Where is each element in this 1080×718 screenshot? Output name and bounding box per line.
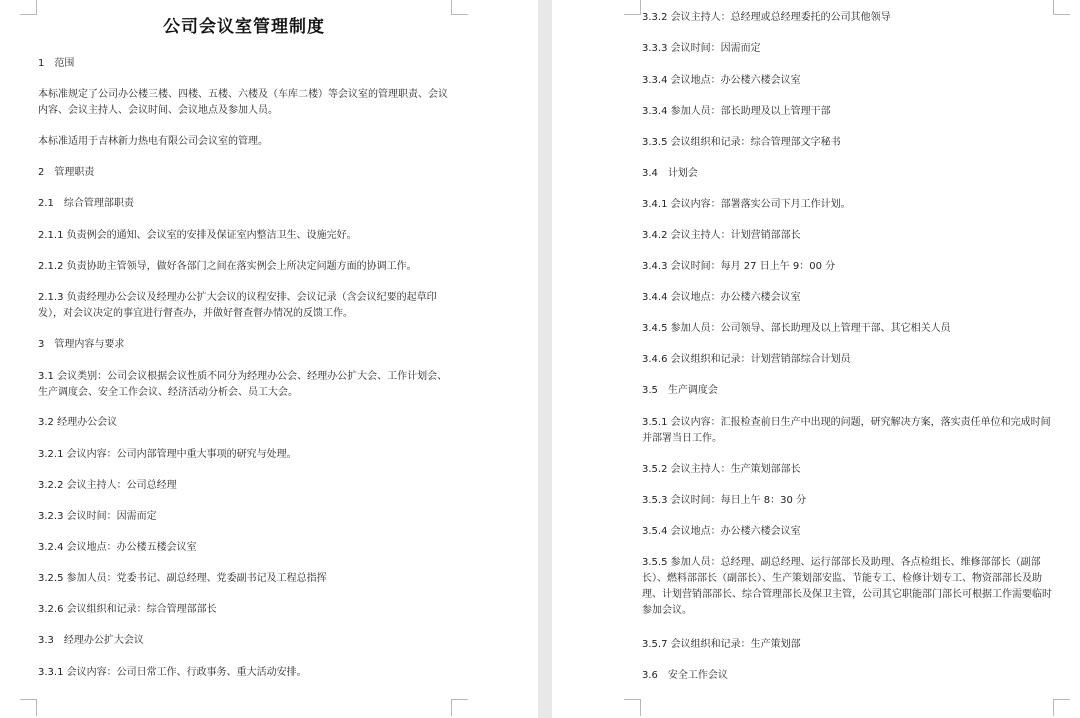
paragraph: 3.4.2 会议主持人：计划营销部部长 bbox=[642, 230, 801, 241]
paragraph: 3.2.6 会议组织和记录：综合管理部部长 bbox=[38, 604, 217, 615]
margin-mark-bottom-right bbox=[1053, 699, 1070, 716]
margin-mark-bottom-left bbox=[20, 699, 37, 716]
paragraph: 3.5.2 会议主持人：生产策划部部长 bbox=[642, 464, 801, 475]
paragraph: 本标准适用于吉林新力热电有限公司会议室的管理。 bbox=[38, 136, 268, 147]
paragraph: 3.2.4 会议地点：办公楼五楼会议室 bbox=[38, 542, 197, 553]
paragraph: 3.3.1 会议内容：公司日常工作、行政事务、重大活动安排。 bbox=[38, 667, 307, 678]
paragraph: 3.4.3 会议时间：每月 27 日上午 9：00 分 bbox=[642, 261, 836, 272]
paragraph: 3.4.4 会议地点：办公楼六楼会议室 bbox=[642, 292, 801, 303]
paragraph: 3.5.5 参加人员：总经理、副总经理、运行部部长及助理、各点检组长、维修部部长（副部长）、燃料部部长（副部长）、生产策划部安监、节能专工、检修计划专工、物资部部长及助理、计划营销部部长、综合管理部长及保卫主管，公司其它职能部门部长可根据工作需要临时参加会议。 bbox=[642, 557, 1052, 616]
subsection-heading: 2.1 综合管理部职责 bbox=[38, 198, 134, 209]
paragraph: 3.5.7 会议组织和记录：生产策划部 bbox=[642, 639, 801, 650]
margin-mark-bottom-left bbox=[624, 699, 641, 716]
section-heading: 3 管理内容与要求 bbox=[38, 339, 125, 350]
paragraph: 3.2.2 会议主持人：公司总经理 bbox=[38, 480, 177, 491]
paragraph: 3.3.3 会议时间：因需而定 bbox=[642, 43, 761, 54]
paragraph: 3.5.1 会议内容：汇报检查前日生产中出现的问题，研究解决方案，落实责任单位和完成时间并部署当日工作。 bbox=[642, 417, 1051, 444]
subsection-heading: 3.2 经理办公会议 bbox=[38, 417, 118, 428]
paragraph: 3.1 会议类别：公司会议根据会议性质不同分为经理办公会、经理办公扩大会、工作计划会、生产调度会、安全工作会议、经济活动分析会、员工大会。 bbox=[38, 371, 448, 398]
paragraph: 3.4.1 会议内容：部署落实公司下月工作计划。 bbox=[642, 199, 851, 210]
paragraph: 2.1.2 负责协助主管领导，做好各部门之间在落实例会上所决定问题方面的协调工作。 bbox=[38, 261, 417, 272]
paragraph: 3.3.5 会议组织和记录：综合管理部文字秘书 bbox=[642, 137, 841, 148]
margin-mark-bottom-right bbox=[451, 699, 468, 716]
paragraph: 3.3.2 会议主持人：总经理或总经理委托的公司其他领导 bbox=[642, 12, 891, 23]
paragraph: 本标准规定了公司办公楼三楼、四楼、五楼、六楼及（车库二楼）等会议室的管理职责、会议内容、会议主持人、会议时间、会议地点及参加人员。 bbox=[38, 89, 448, 116]
paragraph: 3.2.1 会议内容：公司内部管理中重大事项的研究与处理。 bbox=[38, 449, 297, 460]
paragraph: 3.5.3 会议时间：每日上午 8：30 分 bbox=[642, 495, 807, 506]
paragraph: 3.3.4 会议地点：办公楼六楼会议室 bbox=[642, 75, 801, 86]
paragraph: 3.4.5 参加人员：公司领导、部长助理及以上管理干部、其它相关人员 bbox=[642, 323, 951, 334]
section-heading: 2 管理职责 bbox=[38, 167, 95, 178]
subsection-heading: 3.4 计划会 bbox=[642, 168, 698, 179]
subsection-heading: 3.6 安全工作会议 bbox=[642, 670, 728, 681]
margin-mark-top-right bbox=[1053, 0, 1070, 15]
document-title: 公司会议室管理制度 bbox=[163, 17, 325, 37]
paragraph: 3.2.5 参加人员：党委书记、副总经理、党委副书记及工程总指挥 bbox=[38, 573, 327, 584]
document-page-left bbox=[0, 0, 538, 718]
paragraph: 3.4.6 会议组织和记录：计划营销部综合计划员 bbox=[642, 354, 851, 365]
paragraph: 3.3.4 参加人员：部长助理及以上管理干部 bbox=[642, 106, 831, 117]
subsection-heading: 3.3 经理办公扩大会议 bbox=[38, 635, 144, 646]
subsection-heading: 3.5 生产调度会 bbox=[642, 385, 718, 396]
paragraph: 2.1.3 负责经理办公会议及经理办公扩大会议的议程安排、会议记录（含会议纪要的起草印发），对会议决定的事宜进行督查办，并做好督查督办情况的反馈工作。 bbox=[38, 292, 437, 319]
document-page-right bbox=[552, 0, 1080, 718]
paragraph: 2.1.1 负责例会的通知、会议室的安排及保证室内整洁卫生、设施完好。 bbox=[38, 230, 357, 241]
paragraph: 3.5.4 会议地点：办公楼六楼会议室 bbox=[642, 526, 801, 537]
paragraph: 3.2.3 会议时间：因需而定 bbox=[38, 511, 157, 522]
section-heading: 1 范围 bbox=[38, 58, 75, 69]
margin-mark-top-left bbox=[624, 0, 641, 15]
